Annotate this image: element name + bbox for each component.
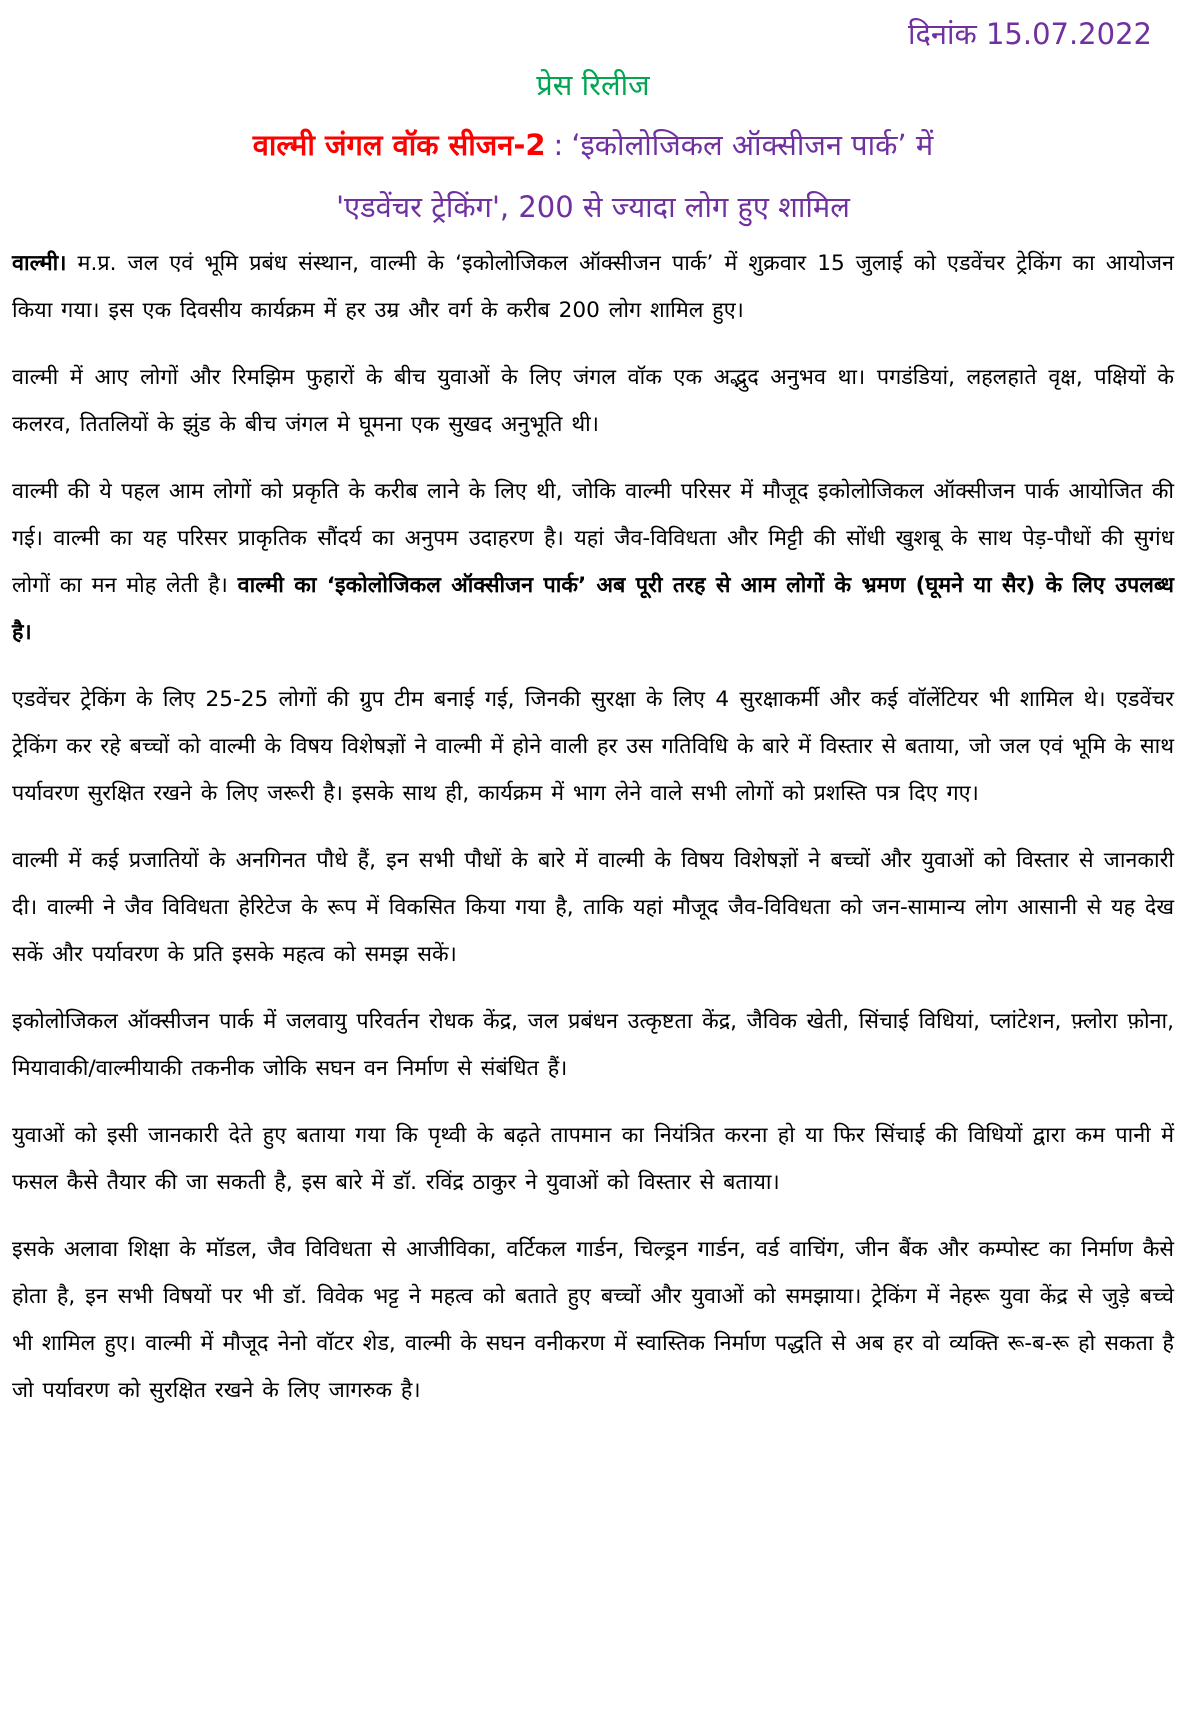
paragraph-7: युवाओं को इसी जानकारी देते हुए बताया गया कि पृथ्वी के बढ़ते तापमान का नियंत्रित करना हो या फिर सिंचाई की विधियों द्वारा कम पानी में फसल कैसे तैयार की जा सकती है, इस बारे में डॉ. रविंद्र ठाकुर ने युवाओं को विस्तार से बताया।	[12, 1123, 1174, 1195]
paragraph-1	[12, 240, 1174, 334]
press-release-label: प्रेस रिलीज	[536, 68, 650, 102]
headline	[12, 114, 1174, 238]
paragraph-3	[12, 468, 1174, 656]
paragraph-3-bold: वाल्मी का ‘इकोलोजिकल ऑक्सीजन पार्क’ अब पूरी तरह से आम लोगों के भ्रमण (घूमने या सैर) के लिए उपलब्ध है।	[12, 573, 1174, 645]
document-date: दिनांक 15.07.2022	[907, 17, 1152, 51]
headline-line-1-rest: ‘इकोलोजिकल ऑक्सीजन पार्क’ में	[571, 128, 934, 162]
paragraph-1-lead: वाल्मी।	[12, 251, 67, 276]
headline-highlight: वाल्मी जंगल वॉक सीजन-2	[252, 128, 546, 162]
headline-colon: :	[553, 128, 564, 162]
headline-line-2: 'एडवेंचर ट्रेकिंग', 200 से ज्यादा लोग हुए शामिल	[336, 190, 850, 224]
paragraph-8: इसके अलावा शिक्षा के मॉडल, जैव विविधता से आजीविका, वर्टिकल गार्डन, चिल्ड्रन गार्डन, वर्ड वाचिंग, जीन बैंक और कम्पोस्ट का निर्माण कैसे होता है, इन सभी विषयों पर भी डॉ. विवेक भट्ट ने महत्व को बताते हुए बच्चों और युवाओं को समझाया। ट्रेकिंग में नेहरू युवा केंद्र से जुड़े बच्चे भी शामिल हुए। वाल्मी में मौजूद नेनो वॉटर शेड, वाल्मी के सघन वनीकरण में स्वास्तिक निर्माण पद्धति से अब हर वो व्यक्ति रू-ब-रू हो सकता है जो पर्यावरण को सुरक्षित रखने के लिए जागरुक है।	[12, 1237, 1174, 1403]
paragraph-3-text: वाल्मी की ये पहल आम लोगों को प्रकृति के करीब लाने के लिए थी, जोकि वाल्मी परिसर में मौजूद इकोलोजिकल ऑक्सीजन पार्क आयोजित की गई। वाल्मी का यह परिसर प्राकृतिक सौंदर्य का अनुपम उदाहरण है। यहां जैव-विविधता और मिट्टी की सोंधी खुशबू के साथ पेड़-पौधों की सुगंध लोगों का मन मोह लेती है।	[12, 479, 1174, 598]
paragraph-1-text: म.प्र. जल एवं भूमि प्रबंध संस्थान, वाल्मी के ‘इकोलोजिकल ऑक्सीजन पार्क’ में शुक्रवार 15 जुलाई को एडवेंचर ट्रेकिंग का आयोजन किया गया। इस एक दिवसीय कार्यक्रम में हर उम्र और वर्ग के करीब 200 लोग शामिल हुए।	[12, 251, 1174, 323]
paragraph-5: वाल्मी में कई प्रजातियों के अनगिनत पौधे हैं, इन सभी पौधों के बारे में वाल्मी के विषय विशेषज्ञों ने बच्चों और युवाओं को विस्तार से जानकारी दी। वाल्मी ने जैव विविधता हेरिटेज के रूप में विकसित किया गया है, ताकि यहां मौजूद जैव-विविधता को जन-सामान्य लोग आसानी से यह देख सकें और पर्यावरण के प्रति इसके महत्व को समझ सकें।	[12, 848, 1174, 967]
headline-line-1	[12, 114, 1174, 176]
paragraph-6: इकोलोजिकल ऑक्सीजन पार्क में जलवायु परिवर्तन रोधक केंद्र, जल प्रबंधन उत्कृष्टता केंद्र, जैविक खेती, सिंचाई विधियां, प्लांटेशन, फ़्लोरा फ़ोना, मियावाकी/वाल्मीयाकी तकनीक जोकि सघन वन निर्माण से संबंधित हैं।	[12, 1009, 1174, 1081]
paragraph-2: वाल्मी में आए लोगों और रिमझिम फुहारों के बीच युवाओं के लिए जंगल वॉक एक अद्भुद अनुभव था। पगडंडियां, लहलहाते वृक्ष, पक्षियों के कलरव, तितलियों के झुंड के बीच जंगल मे घूमना एक सुखद अनुभूति थी।	[12, 365, 1174, 437]
paragraph-4: एडवेंचर ट्रेकिंग के लिए 25-25 लोगों की ग्रुप टीम बनाई गई, जिनकी सुरक्षा के लिए 4 सुरक्षाकर्मी और कई वॉलेंटियर भी शामिल थे। एडवेंचर ट्रेकिंग कर रहे बच्चों को वाल्मी के विषय विशेषज्ञों ने वाल्मी में होने वाली हर उस गतिविधि के बारे में विस्तार से बताया, जो जल एवं भूमि के साथ पर्यावरण सुरक्षित रखने के लिए जरूरी है। इसके साथ ही, कार्यक्रम में भाग लेने वाले सभी लोगों को प्रशस्ति पत्र दिए गए।	[12, 687, 1174, 806]
